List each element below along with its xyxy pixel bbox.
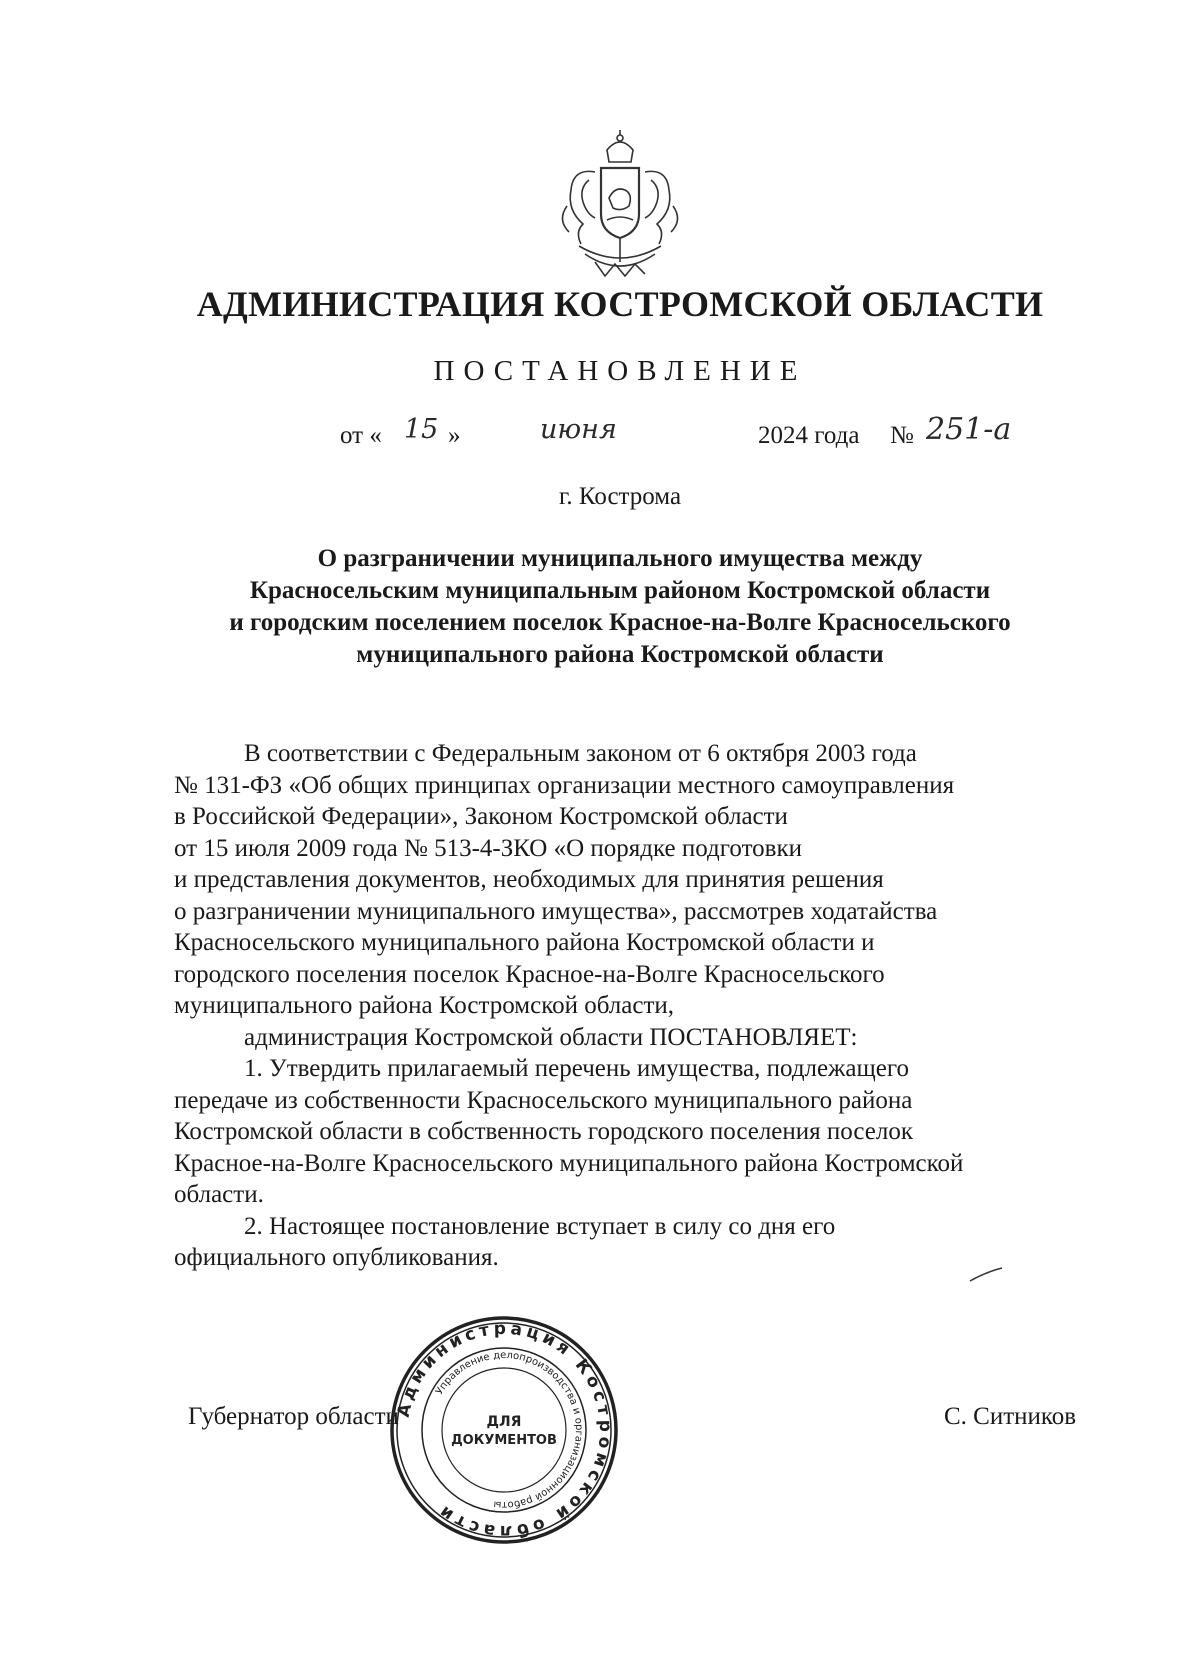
seal-outer-text: Администрация Костромской области [393,1318,616,1542]
signatory-name: С. Ситников [944,1403,1077,1430]
item1-line: Красное-на-Волге Красносельского муниципального района Костромской [174,1149,964,1177]
preamble-line: № 131-ФЗ «Об общих принципах организации местного самоуправления [174,771,955,799]
document-body [174,738,1080,1274]
handwritten-month: июня [540,414,617,445]
document-type: ПОСТАНОВЛЕНИЕ [433,355,807,387]
document-heading [170,543,1070,671]
seal-inner-text: Управление делопроизводства и организационной работы [433,1349,585,1511]
pen-mark [968,1266,1004,1284]
item1-line: передаче из собственности Красносельского муниципального района [174,1086,913,1114]
preamble-line: Красносельского муниципального района Костромской области и [174,929,875,956]
resolution-line: администрация Костромской области ПОСТАНОВЛЯЕТ: [244,1023,858,1051]
city-line: г. Кострома [558,483,682,510]
item2-line: официального опубликования. [174,1244,499,1271]
date-year: 2024 года [758,422,860,449]
preamble-line: о разграничении муниципального имущества», рассмотрев ходатайства [174,897,938,925]
preamble-line: В соответствии с Федеральным законом от 6 октября 2003 года [244,740,917,767]
item1-line: области. [174,1181,264,1208]
coat-of-arms-emblem [545,128,695,288]
preamble-line: в Российской Федерации», Законом Костромской области [174,803,788,830]
preamble-line: городского поселения поселок Красное-на-Волге Красносельского [174,960,885,988]
seal-center-line2: ДОКУМЕНТОВ [451,1433,557,1448]
handwritten-day: 15 [404,414,439,445]
heading-line: О разграничении муниципального имущества между [317,545,923,572]
seal-center-line1: ДЛЯ [486,1414,522,1430]
item2-line: 2. Настоящее постановление вступает в силу со дня его [244,1212,836,1240]
preamble-line: и представления документов, необходимых для принятия решения [174,866,884,893]
official-seal-stamp [386,1312,622,1548]
handwritten-number: 251-а [926,412,1012,447]
svg-text:Управление делопроизводства и [434,1350,584,1510]
item1-line: 1. Утвердить прилагаемый перечень имущества, подлежащего [244,1055,909,1082]
preamble-line: муниципального района Костромской области, [174,992,675,1019]
heading-line: муниципального района Костромской области [356,641,884,668]
heading-line: и городским поселением поселок Красное-на-Волге Красносельского [229,609,1011,636]
signatory-position: Губернатор области [188,1403,399,1430]
date-close-quote: » [448,422,461,449]
date-prefix: от « [340,422,382,449]
item1-line: Костромской области в собственность городского поселения поселок [174,1118,914,1145]
date-number-line [0,412,1200,458]
number-sign: № [890,422,914,449]
preamble-line: от 15 июля 2009 года № 513-4-ЗКО «О порядке подготовки [174,834,802,862]
organization-title: АДМИНИСТРАЦИЯ КОСТРОМСКОЙ ОБЛАСТИ [196,284,1044,324]
heading-line: Красносельским муниципальным районом Костромской области [249,577,991,604]
